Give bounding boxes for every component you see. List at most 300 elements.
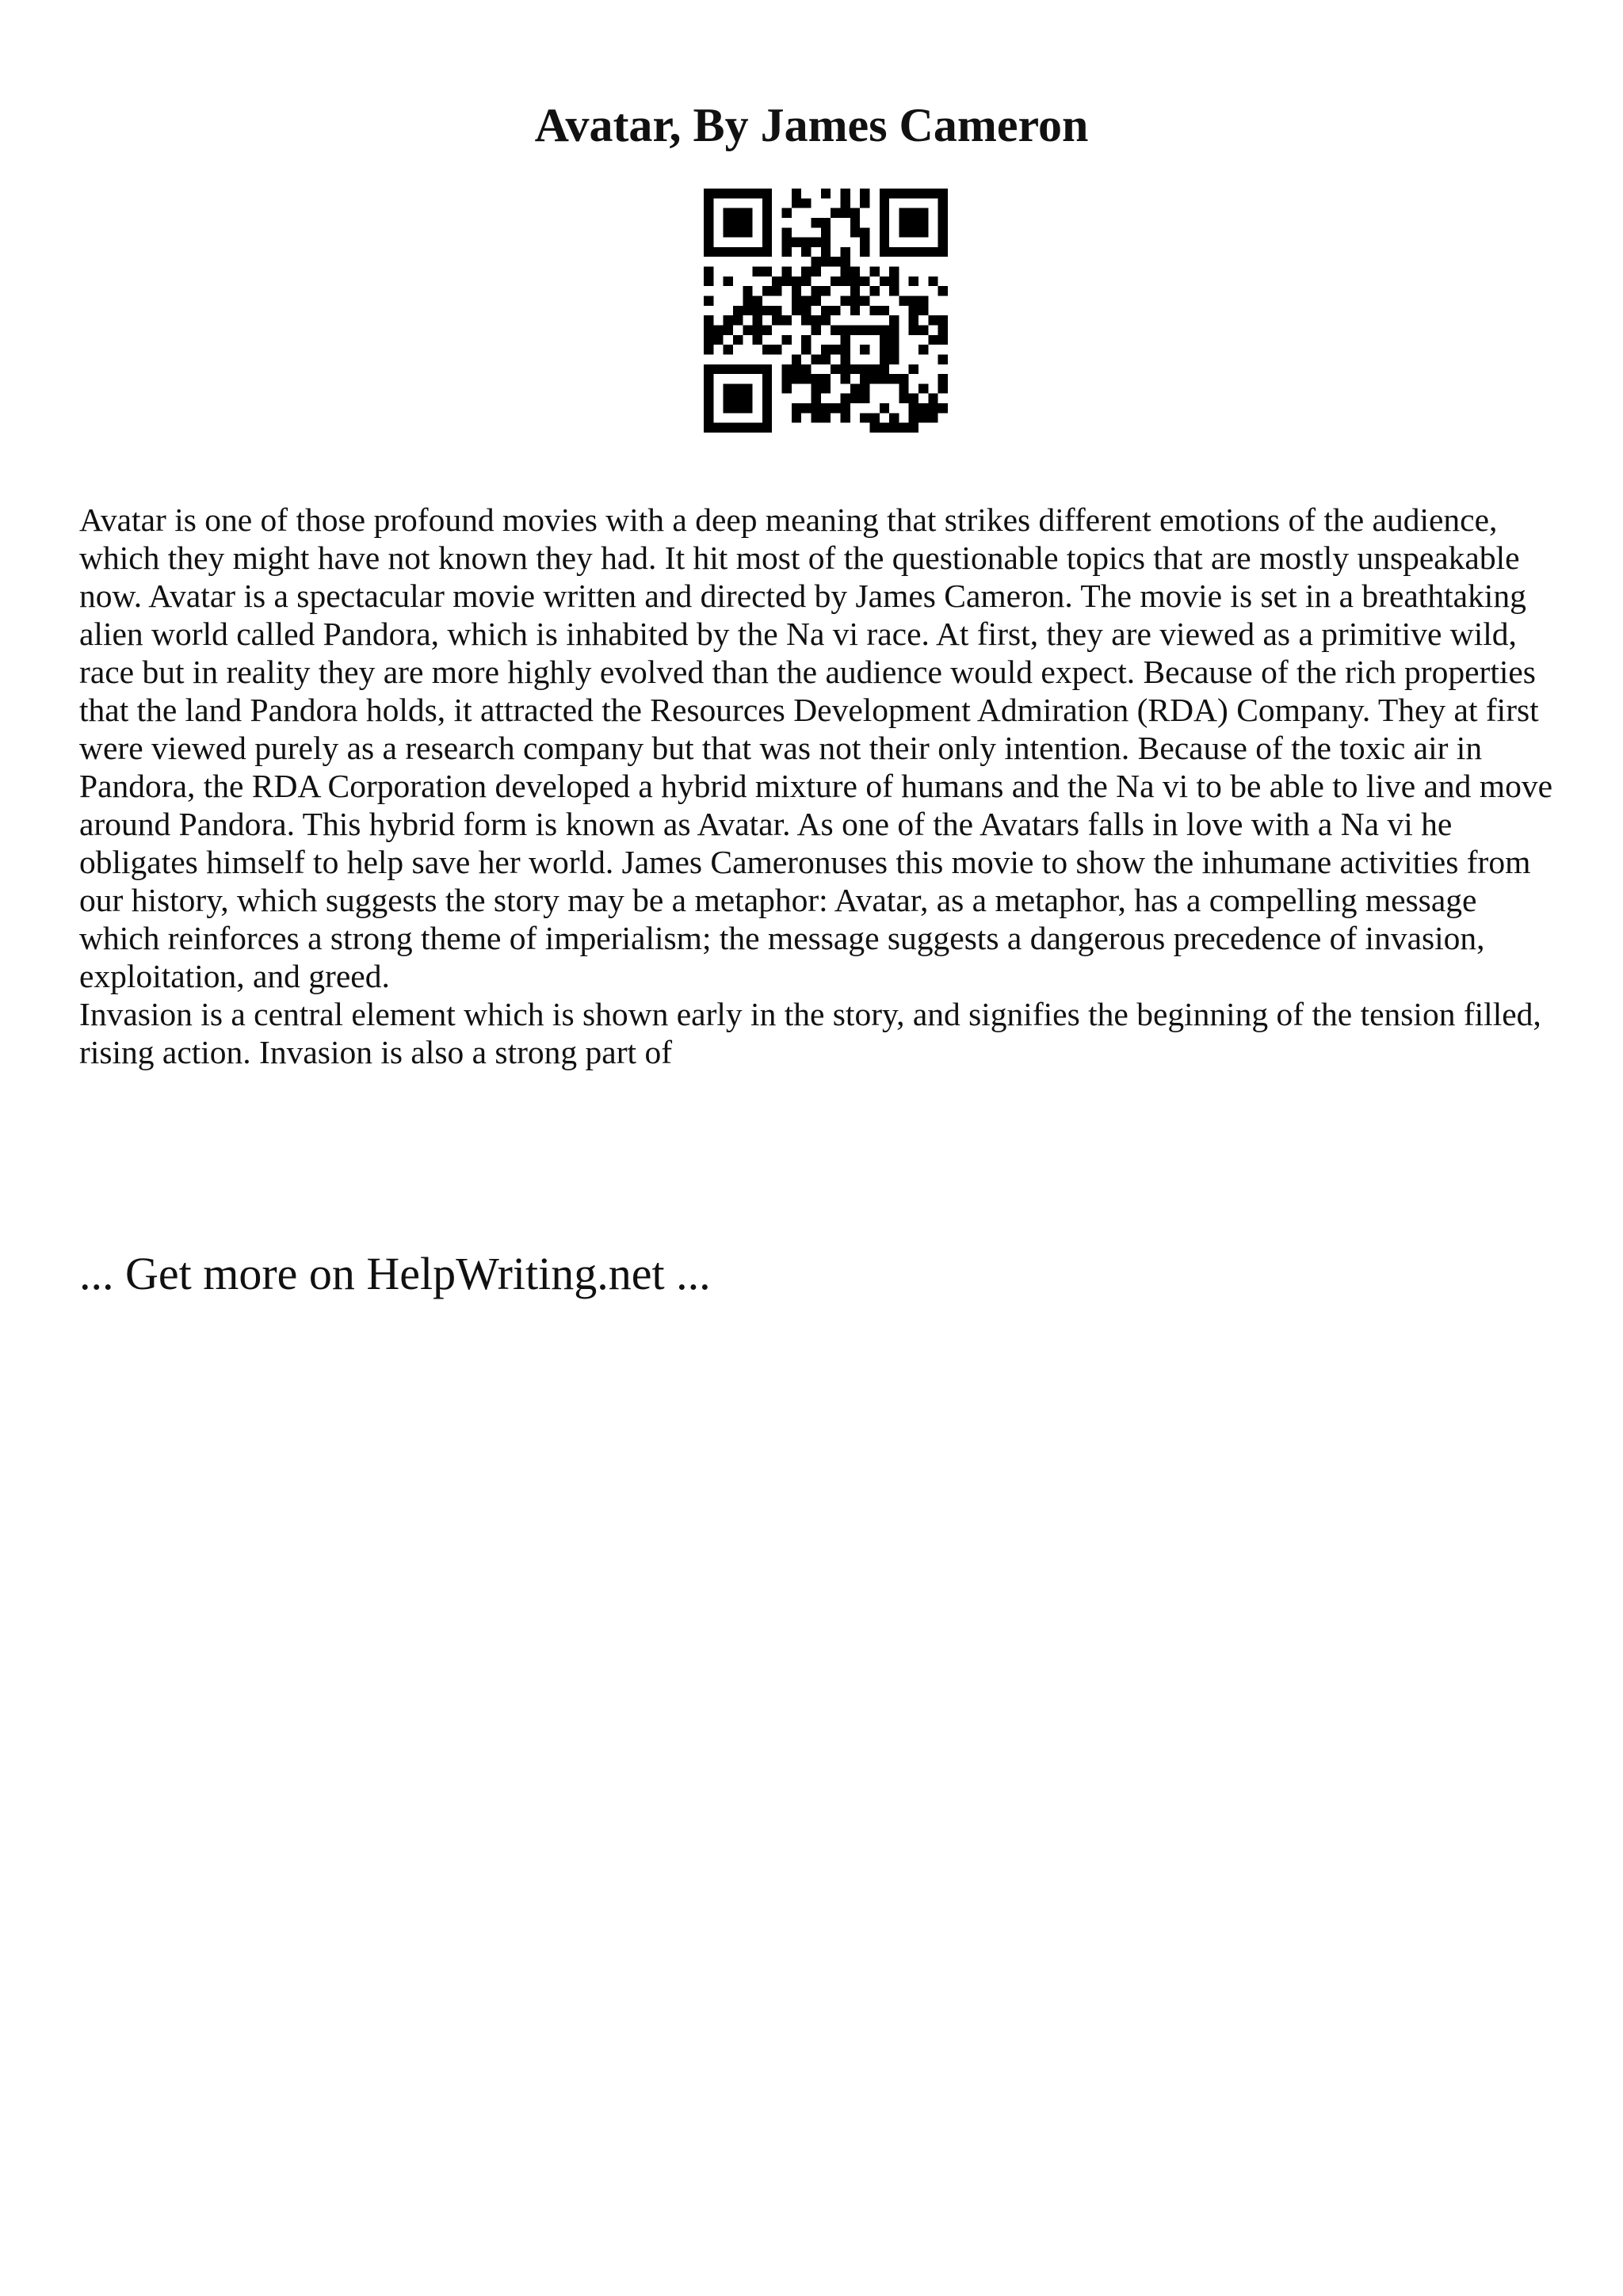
qr-module <box>869 374 879 383</box>
qr-module <box>889 325 899 334</box>
qr-module <box>831 403 840 413</box>
qr-module <box>880 325 889 334</box>
qr-module <box>860 198 869 208</box>
qr-module <box>899 296 908 306</box>
qr-module <box>704 247 713 257</box>
qr-module <box>938 403 948 413</box>
qr-module <box>909 403 918 413</box>
qr-module <box>821 286 831 296</box>
qr-module <box>743 189 752 198</box>
qr-module <box>909 423 918 433</box>
qr-module <box>733 247 743 257</box>
qr-module <box>704 296 713 306</box>
qr-module <box>743 247 752 257</box>
qr-module <box>880 238 889 247</box>
qr-module <box>840 354 850 364</box>
qr-module <box>704 383 713 393</box>
qr-module <box>743 394 752 403</box>
qr-module <box>909 227 918 237</box>
qr-module <box>801 315 811 325</box>
qr-module <box>850 267 860 277</box>
qr-module <box>850 277 860 286</box>
qr-module <box>713 247 723 257</box>
qr-module <box>782 335 792 345</box>
qr-module <box>782 374 792 383</box>
qr-module <box>821 315 831 325</box>
qr-module <box>860 345 869 354</box>
qr-module <box>753 335 762 345</box>
qr-module <box>928 394 938 403</box>
qr-module <box>733 189 743 198</box>
qr-module <box>812 413 821 422</box>
qr-module <box>909 277 918 286</box>
get-more-link[interactable]: ... Get more on HelpWriting.net ... <box>79 1248 711 1299</box>
qr-module <box>792 189 801 198</box>
qr-module <box>704 423 713 433</box>
qr-module <box>831 208 840 218</box>
qr-module <box>850 394 860 403</box>
qr-module <box>733 306 743 315</box>
qr-module <box>792 364 801 374</box>
qr-module <box>918 227 928 237</box>
qr-module <box>821 189 831 198</box>
qr-module <box>772 286 781 296</box>
qr-module <box>792 238 801 247</box>
qr-module <box>753 247 762 257</box>
qr-module <box>880 218 889 227</box>
qr-module <box>840 257 850 266</box>
qr-module <box>928 335 938 345</box>
qr-module <box>782 208 792 218</box>
qr-module <box>733 364 743 374</box>
qr-module <box>724 315 733 325</box>
qr-module <box>928 189 938 198</box>
qr-module <box>860 238 869 247</box>
qr-module <box>928 247 938 257</box>
qr-module <box>753 306 762 315</box>
qr-module <box>704 403 713 413</box>
qr-module <box>801 374 811 383</box>
qr-module <box>772 315 781 325</box>
qr-module <box>840 374 850 383</box>
qr-module <box>713 364 723 374</box>
qr-module <box>812 374 821 383</box>
qr-module <box>762 247 772 257</box>
qr-module <box>753 325 762 334</box>
qr-module <box>812 296 821 306</box>
qr-module <box>850 383 860 393</box>
qr-module <box>928 413 938 422</box>
qr-module <box>889 267 899 277</box>
qr-module <box>899 383 908 393</box>
qr-module <box>918 383 928 393</box>
qr-module <box>909 364 918 374</box>
qr-module <box>831 306 840 315</box>
qr-module <box>899 227 908 237</box>
qr-module <box>743 423 752 433</box>
qr-module <box>850 208 860 218</box>
qr-module <box>840 335 850 345</box>
qr-module <box>899 374 908 383</box>
qr-module <box>762 227 772 237</box>
qr-module <box>762 218 772 227</box>
qr-module <box>704 189 713 198</box>
qr-module <box>743 364 752 374</box>
qr-module <box>733 227 743 237</box>
qr-module <box>704 198 713 208</box>
qr-module <box>869 286 879 296</box>
qr-module <box>938 218 948 227</box>
qr-module <box>821 403 831 413</box>
qr-module <box>909 296 918 306</box>
qr-module <box>821 354 831 364</box>
qr-module <box>918 218 928 227</box>
qr-module <box>762 364 772 374</box>
qr-module <box>880 423 889 433</box>
qr-module <box>733 394 743 403</box>
qr-module <box>840 247 850 257</box>
qr-module <box>850 364 860 374</box>
qr-module <box>801 364 811 374</box>
qr-module <box>840 325 850 334</box>
qr-module <box>889 277 899 286</box>
qr-module <box>831 257 840 266</box>
qr-module <box>792 286 801 296</box>
qr-module <box>792 413 801 422</box>
qr-module <box>724 277 733 286</box>
qr-module <box>821 374 831 383</box>
qr-module <box>909 325 918 334</box>
qr-module <box>840 413 850 422</box>
qr-module <box>812 267 821 277</box>
qr-module <box>762 286 772 296</box>
qr-module <box>753 296 762 306</box>
qr-module <box>762 306 772 315</box>
qr-module <box>840 198 850 208</box>
qr-module <box>840 189 850 198</box>
qr-module <box>743 403 752 413</box>
qr-module <box>889 189 899 198</box>
qr-module <box>704 267 713 277</box>
qr-module <box>821 383 831 393</box>
qr-module <box>880 189 889 198</box>
qr-module <box>782 315 792 325</box>
qr-module <box>801 198 811 208</box>
qr-module <box>792 306 801 315</box>
qr-module <box>762 189 772 198</box>
qr-module <box>724 208 733 218</box>
qr-module <box>762 423 772 433</box>
qr-module <box>792 296 801 306</box>
qr-module <box>812 218 821 227</box>
qr-module <box>724 325 733 334</box>
qr-module <box>860 189 869 198</box>
qr-module <box>918 403 928 413</box>
qr-module <box>821 247 831 257</box>
qr-module <box>704 238 713 247</box>
qr-module <box>938 354 948 364</box>
qr-module <box>733 383 743 393</box>
qr-module <box>704 208 713 218</box>
qr-module <box>762 403 772 413</box>
qr-module <box>743 325 752 334</box>
qr-module <box>831 345 840 354</box>
qr-module <box>743 208 752 218</box>
qr-module <box>812 325 821 334</box>
qr-module <box>704 335 713 345</box>
qr-module <box>889 374 899 383</box>
qr-module <box>733 423 743 433</box>
qr-module <box>938 247 948 257</box>
qr-module <box>831 277 840 286</box>
qr-module <box>938 227 948 237</box>
qr-module <box>880 345 889 354</box>
qr-module <box>899 208 908 218</box>
qr-module <box>724 383 733 393</box>
qr-module <box>743 296 752 306</box>
qr-module <box>801 238 811 247</box>
qr-module <box>762 374 772 383</box>
qr-module <box>801 335 811 345</box>
qr-module <box>792 374 801 383</box>
qr-module <box>889 345 899 354</box>
qr-module <box>704 394 713 403</box>
qr-module <box>938 189 948 198</box>
qr-module <box>762 208 772 218</box>
qr-module <box>724 218 733 227</box>
qr-module <box>782 383 792 393</box>
page-title: Avatar, By James Cameron <box>534 99 1089 151</box>
qr-module <box>860 394 869 403</box>
qr-module <box>938 208 948 218</box>
qr-module <box>762 413 772 422</box>
qr-module <box>880 208 889 218</box>
qr-module <box>909 315 918 325</box>
qr-module <box>772 345 781 354</box>
qr-module <box>918 189 928 198</box>
qr-module <box>880 374 889 383</box>
qr-module <box>821 345 831 354</box>
qr-module <box>724 423 733 433</box>
qr-module <box>762 394 772 403</box>
qr-module <box>840 267 850 277</box>
qr-module <box>772 306 781 315</box>
qr-module <box>801 403 811 413</box>
qr-module <box>704 413 713 422</box>
qr-code-graphic <box>704 189 948 433</box>
qr-module <box>762 238 772 247</box>
qr-module <box>801 345 811 354</box>
qr-module <box>704 325 713 334</box>
qr-module <box>821 227 831 237</box>
paragraph-2: Invasion is a central element which is shown early in the story, and signifies the beginning of the tension filled, rising action. Invasion is also a strong part of <box>79 996 1541 1070</box>
qr-module <box>850 296 860 306</box>
article-body <box>79 501 1553 1071</box>
qr-module <box>918 208 928 218</box>
qr-module <box>704 315 713 325</box>
qr-module <box>918 413 928 422</box>
qr-module <box>889 354 899 364</box>
qr-module <box>850 325 860 334</box>
qr-module <box>938 374 948 383</box>
qr-module <box>762 267 772 277</box>
qr-module <box>812 257 821 266</box>
qr-module <box>909 189 918 198</box>
qr-module <box>753 315 762 325</box>
qr-module <box>704 364 713 374</box>
qr-module <box>733 315 743 325</box>
qr-module <box>869 413 879 422</box>
qr-module <box>909 413 918 422</box>
qr-module <box>792 354 801 364</box>
qr-module <box>938 315 948 325</box>
qr-module <box>831 325 840 334</box>
qr-module <box>840 208 850 218</box>
qr-module <box>938 335 948 345</box>
qr-module <box>762 325 772 334</box>
qr-module <box>860 247 869 257</box>
qr-module <box>812 286 821 296</box>
paragraph-1: Avatar is one of those profound movies with a deep meaning that strikes different emotions of the audience, which they might have not known they had. It hit most of the questionable topics that are mostly unspeakable now. Avatar is a spectacular movie written and directed by James Cameron. The movie is set in a breathtaking alien world called Pandora, which is inhabited by the Na vi race. At first, they are viewed as a primitive wild, race but in reality they are more highly evolved than the audience would expect. Because of the rich properties that the land Pandora holds, it attracted the Resources Development Admiration (RDA) Company. They at first were viewed purely as a research company but that was not their only intention. Because of the toxic air in Pandora, the RDA Corporation developed a hybrid mixture of humans and the Na vi to be able to live and move around Pandora. This hybrid form is known as Avatar. As one of the Avatars falls in love with a Na vi he obligates himself to help save her world. James Cameronuses this movie to show the inhumane activities from our history, which suggests the story may be a metaphor: Avatar, as a metaphor, has a compelling message which reinforces a strong theme of imperialism; the message suggests a dangerous precedence of invasion, exploitation, and greed. <box>79 502 1552 994</box>
qr-module <box>733 218 743 227</box>
qr-module <box>801 247 811 257</box>
qr-module <box>713 189 723 198</box>
qr-module <box>743 383 752 393</box>
qr-module <box>880 247 889 257</box>
qr-module <box>704 345 713 354</box>
qr-module <box>889 413 899 422</box>
qr-module <box>782 277 792 286</box>
qr-module <box>743 218 752 227</box>
qr-module <box>753 189 762 198</box>
qr-module <box>782 364 792 374</box>
qr-module <box>880 277 889 286</box>
qr-code-icon <box>704 189 948 433</box>
qr-module <box>801 267 811 277</box>
qr-module <box>821 257 831 266</box>
qr-module <box>869 423 879 433</box>
qr-module <box>918 247 928 257</box>
qr-module <box>909 218 918 227</box>
qr-module <box>938 383 948 393</box>
qr-module <box>792 403 801 413</box>
qr-module <box>762 383 772 393</box>
qr-module <box>724 247 733 257</box>
qr-module <box>860 296 869 306</box>
qr-module <box>938 286 948 296</box>
qr-module <box>812 403 821 413</box>
qr-module <box>782 247 792 257</box>
qr-module <box>860 277 869 286</box>
qr-module <box>782 227 792 237</box>
qr-module <box>860 413 869 422</box>
qr-module <box>928 277 938 286</box>
qr-module <box>713 335 723 345</box>
qr-module <box>772 277 781 286</box>
qr-module <box>938 238 948 247</box>
qr-module <box>899 423 908 433</box>
qr-module <box>743 286 752 296</box>
qr-module <box>928 315 938 325</box>
qr-module <box>889 423 899 433</box>
qr-module <box>821 306 831 315</box>
qr-module <box>899 247 908 257</box>
qr-module <box>821 218 831 227</box>
qr-module <box>899 189 908 198</box>
qr-module <box>812 315 821 325</box>
qr-module <box>860 364 869 374</box>
qr-module <box>880 227 889 237</box>
qr-module <box>801 277 811 286</box>
qr-module <box>840 394 850 403</box>
qr-module <box>880 364 889 374</box>
qr-module <box>812 383 821 393</box>
qr-module <box>860 325 869 334</box>
qr-module <box>733 208 743 218</box>
qr-module <box>899 394 908 403</box>
qr-module <box>918 296 928 306</box>
qr-module <box>889 247 899 257</box>
qr-module <box>762 345 772 354</box>
qr-module <box>812 394 821 403</box>
qr-module <box>889 315 899 325</box>
qr-module <box>762 198 772 208</box>
qr-module <box>724 189 733 198</box>
qr-module <box>812 238 821 247</box>
qr-module <box>704 218 713 227</box>
qr-module <box>889 335 899 345</box>
qr-module <box>801 306 811 315</box>
qr-module <box>850 227 860 237</box>
qr-module <box>860 227 869 237</box>
qr-module <box>880 335 889 345</box>
qr-module <box>733 403 743 413</box>
qr-module <box>753 364 762 374</box>
qr-module <box>812 354 821 364</box>
qr-module <box>869 364 879 374</box>
qr-module <box>840 277 850 286</box>
qr-module <box>860 374 869 383</box>
qr-module <box>899 218 908 227</box>
qr-module <box>821 238 831 247</box>
qr-module <box>850 286 860 296</box>
qr-module <box>850 306 860 315</box>
qr-module <box>753 267 762 277</box>
qr-module <box>938 198 948 208</box>
qr-module <box>753 423 762 433</box>
qr-module <box>782 267 792 277</box>
qr-module <box>889 286 899 296</box>
qr-module <box>724 345 733 354</box>
qr-module <box>880 403 889 413</box>
qr-module <box>869 325 879 334</box>
qr-module <box>869 306 879 315</box>
qr-module <box>840 296 850 306</box>
qr-module <box>724 227 733 237</box>
qr-module <box>918 325 928 334</box>
qr-module <box>792 277 801 286</box>
qr-module <box>840 345 850 354</box>
qr-module <box>909 208 918 218</box>
qr-module <box>831 364 840 374</box>
qr-module <box>909 306 918 315</box>
qr-module <box>704 277 713 286</box>
qr-module <box>821 413 831 422</box>
qr-module <box>928 403 938 413</box>
qr-module <box>840 364 850 374</box>
qr-module <box>909 394 918 403</box>
qr-module <box>743 227 752 237</box>
